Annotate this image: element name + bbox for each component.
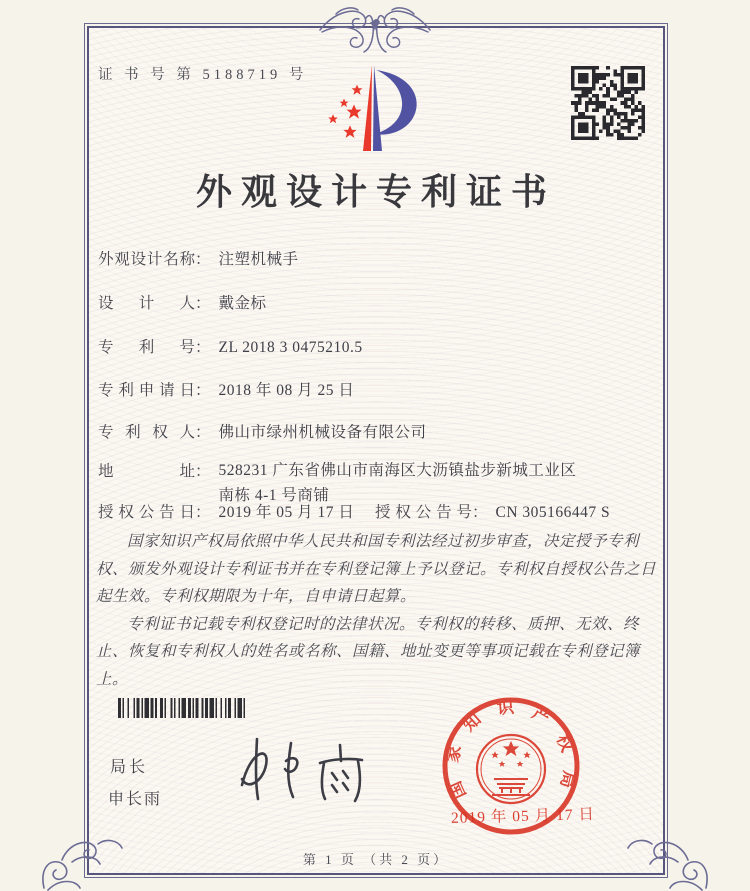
field-grant-number: 授权公告号： CN 305166447 S <box>375 500 610 522</box>
field-value: 佛山市绿州机械设备有限公司 <box>218 424 427 441</box>
cnipa-patent-logo-icon <box>320 57 428 155</box>
field-address: 地址： 528231 广东省佛山市南海区大沥镇盐步新城工业区南栋 4-1 号商铺 <box>98 459 579 509</box>
barcode-icon <box>118 698 276 718</box>
field-label: 专利权人 <box>98 424 195 441</box>
seal-date: 2019 年 05 月 17 日 <box>450 806 596 827</box>
qr-code-icon <box>571 66 645 140</box>
field-label: 授权公告日 <box>98 504 195 521</box>
field-label: 专利号 <box>98 339 195 356</box>
field-patentee: 专利权人： 佛山市绿州机械设备有限公司 <box>98 420 427 442</box>
legal-text-block <box>96 528 664 693</box>
field-label: 授权公告号 <box>375 504 472 521</box>
certificate-title: 外观设计专利证书 <box>195 172 556 212</box>
signer-name: 申长雨 <box>108 791 163 808</box>
field-value: 注塑机械手 <box>218 251 299 268</box>
field-value: 戴金标 <box>218 295 267 312</box>
legal-paragraph-2: 专利证书记载专利权登记时的法律状况。专利权的转移、质押、无效、终止、恢复和专利权人的姓名或名称、国籍、地址变更等事项记载在专利登记簿上。 <box>96 615 641 688</box>
handwritten-signature-icon <box>224 733 424 817</box>
field-label: 设计人 <box>98 295 195 312</box>
field-value: 2019 年 05 月 17 日 <box>218 504 355 521</box>
field-label: 外观设计名称 <box>98 251 195 268</box>
field-grant-date: 授权公告日： 2019 年 05 月 17 日 授权公告号： CN 305166447 S <box>98 500 354 522</box>
field-value: 2018 年 08 月 25 日 <box>218 382 355 399</box>
legal-paragraph-1: 国家知识产权局依照中华人民共和国专利法经过初步审查，决定授予专利权、颁发外观设计专利证书并在专利登记簿上予以登记。专利权自授权公告之日起生效。专利权期限为十年，自申请日起算。 <box>96 533 657 606</box>
seal-arc-text: 国家知识产权局 <box>442 697 580 802</box>
field-filing-date: 专利申请日： 2018 年 08 月 25 日 <box>98 378 354 400</box>
field-design-name: 外观设计名称： 注塑机械手 <box>98 247 299 269</box>
certificate-number: 证 书 号 第 5188719 号 <box>98 67 308 83</box>
field-designer: 设计人： 戴金标 <box>98 291 267 313</box>
field-value: CN 305166447 S <box>495 504 611 521</box>
field-value: 528231 广东省佛山市南海区大沥镇盐步新城工业区南栋 4-1 号商铺 <box>218 462 577 504</box>
field-label: 专利申请日 <box>98 382 195 399</box>
page-number: 第 1 页 （共 2 页） <box>302 852 450 867</box>
field-value: ZL 2018 3 0475210.5 <box>218 339 363 356</box>
field-label: 地址 <box>98 463 195 480</box>
field-patent-number: 专利号： ZL 2018 3 0475210.5 <box>98 335 363 357</box>
top-scrollwork-ornament-icon <box>262 2 488 54</box>
signer-title: 局长 <box>110 759 149 776</box>
